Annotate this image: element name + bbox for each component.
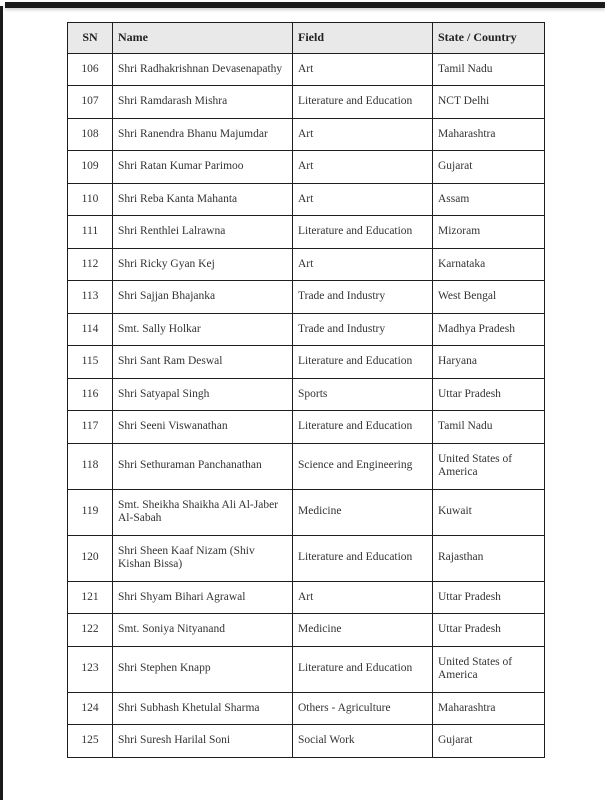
row-state-cell: Assam [433,183,545,216]
row-name-cell: Shri Sheen Kaaf Nizam (Shiv Kishan Bissa) [113,535,293,581]
row-state-cell: Tamil Nadu [433,53,545,86]
row-sn-cell: 107 [68,86,113,119]
row-state-cell: Gujarat [433,725,545,758]
row-name-cell: Shri Ramdarash Mishra [113,86,293,119]
table-row [68,53,545,86]
row-state-cell: Tamil Nadu [433,411,545,444]
table-row [68,86,545,119]
row-state-cell: Maharashtra [433,692,545,725]
row-state-cell: Uttar Pradesh [433,581,545,614]
row-state-cell: Mizoram [433,216,545,249]
row-state-cell: Maharashtra [433,118,545,151]
row-field-cell: Sports [293,378,433,411]
row-sn-cell: 120 [68,535,113,581]
row-sn-cell: 122 [68,614,113,647]
row-field-cell: Others - Agriculture [293,692,433,725]
row-sn-cell: 106 [68,53,113,86]
row-field-cell: Literature and Education [293,346,433,379]
row-sn-cell: 114 [68,313,113,346]
awardees-table [67,22,545,758]
row-state-cell: Karnataka [433,248,545,281]
row-field-cell: Trade and Industry [293,313,433,346]
row-sn-cell: 123 [68,646,113,692]
row-state-cell: Gujarat [433,151,545,184]
row-sn-cell: 113 [68,281,113,314]
row-name-cell: Shri Shyam Bihari Agrawal [113,581,293,614]
table-row [68,443,545,489]
row-name-cell: Shri Ricky Gyan Kej [113,248,293,281]
table-row [68,411,545,444]
table-row [68,216,545,249]
row-state-cell: Kuwait [433,489,545,535]
column-header-field: Field [293,23,433,54]
table-row [68,313,545,346]
row-field-cell: Art [293,53,433,86]
row-field-cell: Art [293,151,433,184]
row-name-cell: Shri Stephen Knapp [113,646,293,692]
row-sn-cell: 108 [68,118,113,151]
row-sn-cell: 112 [68,248,113,281]
row-state-cell: United States of America [433,646,545,692]
row-sn-cell: 110 [68,183,113,216]
row-name-cell: Shri Sethuraman Panchanathan [113,443,293,489]
row-name-cell: Shri Renthlei Lalrawna [113,216,293,249]
row-name-cell: Smt. Soniya Nityanand [113,614,293,647]
column-header-sn: SN [68,23,113,54]
row-sn-cell: 124 [68,692,113,725]
row-field-cell: Art [293,248,433,281]
row-sn-cell: 109 [68,151,113,184]
row-sn-cell: 121 [68,581,113,614]
row-state-cell: Uttar Pradesh [433,614,545,647]
row-name-cell: Shri Sant Ram Deswal [113,346,293,379]
table-row [68,535,545,581]
row-name-cell: Shri Seeni Viswanathan [113,411,293,444]
table-row [68,378,545,411]
row-state-cell: Haryana [433,346,545,379]
row-field-cell: Art [293,183,433,216]
table-row [68,581,545,614]
table-body [68,53,545,757]
row-name-cell: Shri Suresh Harilal Soni [113,725,293,758]
row-state-cell: Madhya Pradesh [433,313,545,346]
row-field-cell: Art [293,581,433,614]
row-name-cell: Shri Radhakrishnan Devasenapathy [113,53,293,86]
row-field-cell: Science and Engineering [293,443,433,489]
row-name-cell: Shri Ratan Kumar Parimoo [113,151,293,184]
row-field-cell: Art [293,118,433,151]
row-name-cell: Smt. Sally Holkar [113,313,293,346]
row-name-cell: Smt. Sheikha Shaikha Ali Al-Jaber Al-Sabah [113,489,293,535]
row-field-cell: Trade and Industry [293,281,433,314]
row-state-cell: West Bengal [433,281,545,314]
scan-edge-top [5,2,605,8]
row-field-cell: Literature and Education [293,646,433,692]
row-field-cell: Social Work [293,725,433,758]
table-row [68,118,545,151]
table-row [68,614,545,647]
table-row [68,183,545,216]
row-state-cell: Uttar Pradesh [433,378,545,411]
row-name-cell: Shri Satyapal Singh [113,378,293,411]
row-sn-cell: 118 [68,443,113,489]
row-name-cell: Shri Reba Kanta Mahanta [113,183,293,216]
row-state-cell: United States of America [433,443,545,489]
row-field-cell: Literature and Education [293,86,433,119]
table-row [68,692,545,725]
table-row [68,725,545,758]
table-header-row [68,23,545,54]
table-row [68,346,545,379]
row-sn-cell: 115 [68,346,113,379]
row-field-cell: Medicine [293,614,433,647]
row-sn-cell: 125 [68,725,113,758]
row-name-cell: Shri Ranendra Bhanu Majumdar [113,118,293,151]
row-sn-cell: 111 [68,216,113,249]
table-row [68,489,545,535]
column-header-state-country: State / Country [433,23,545,54]
table-row [68,281,545,314]
row-field-cell: Literature and Education [293,411,433,444]
row-field-cell: Literature and Education [293,535,433,581]
row-sn-cell: 119 [68,489,113,535]
column-header-name: Name [113,23,293,54]
scan-edge-left [0,6,3,800]
row-name-cell: Shri Subhash Khetulal Sharma [113,692,293,725]
row-field-cell: Literature and Education [293,216,433,249]
row-field-cell: Medicine [293,489,433,535]
table-row [68,646,545,692]
table-row [68,151,545,184]
row-state-cell: Rajasthan [433,535,545,581]
row-sn-cell: 117 [68,411,113,444]
row-state-cell: NCT Delhi [433,86,545,119]
row-name-cell: Shri Sajjan Bhajanka [113,281,293,314]
table-row [68,248,545,281]
row-sn-cell: 116 [68,378,113,411]
